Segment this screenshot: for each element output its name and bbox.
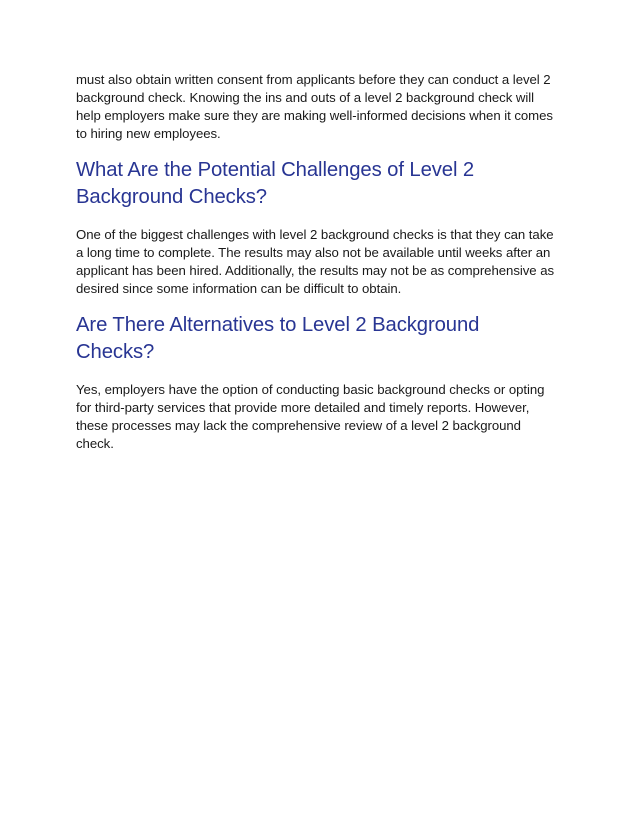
document-page (76, 71, 562, 453)
paragraph-consent-intro: must also obtain written consent from applicants before they can conduct a level 2 background check. Knowing the ins and outs of a level 2 background check will help employers make sure they are making well-informed decisions when it comes to hiring new employees. (76, 72, 553, 141)
paragraph-challenges: One of the biggest challenges with level 2 background checks is that they can take a long time to complete. The results may also not be available until weeks after an applicant has been hired. Additionally, the results may not be as comprehensive as desired since some information can be difficult to obtain. (76, 227, 555, 296)
heading-alternatives: Are There Alternatives to Level 2 Background Checks? (76, 314, 480, 363)
heading-potential-challenges: What Are the Potential Challenges of Level 2 Background Checks? (76, 159, 475, 208)
paragraph-alternatives: Yes, employers have the option of conducting basic background checks or opting for third-party services that provide more detailed and timely reports. However, these processes may lack the comprehensive review of a level 2 background check. (76, 382, 545, 451)
